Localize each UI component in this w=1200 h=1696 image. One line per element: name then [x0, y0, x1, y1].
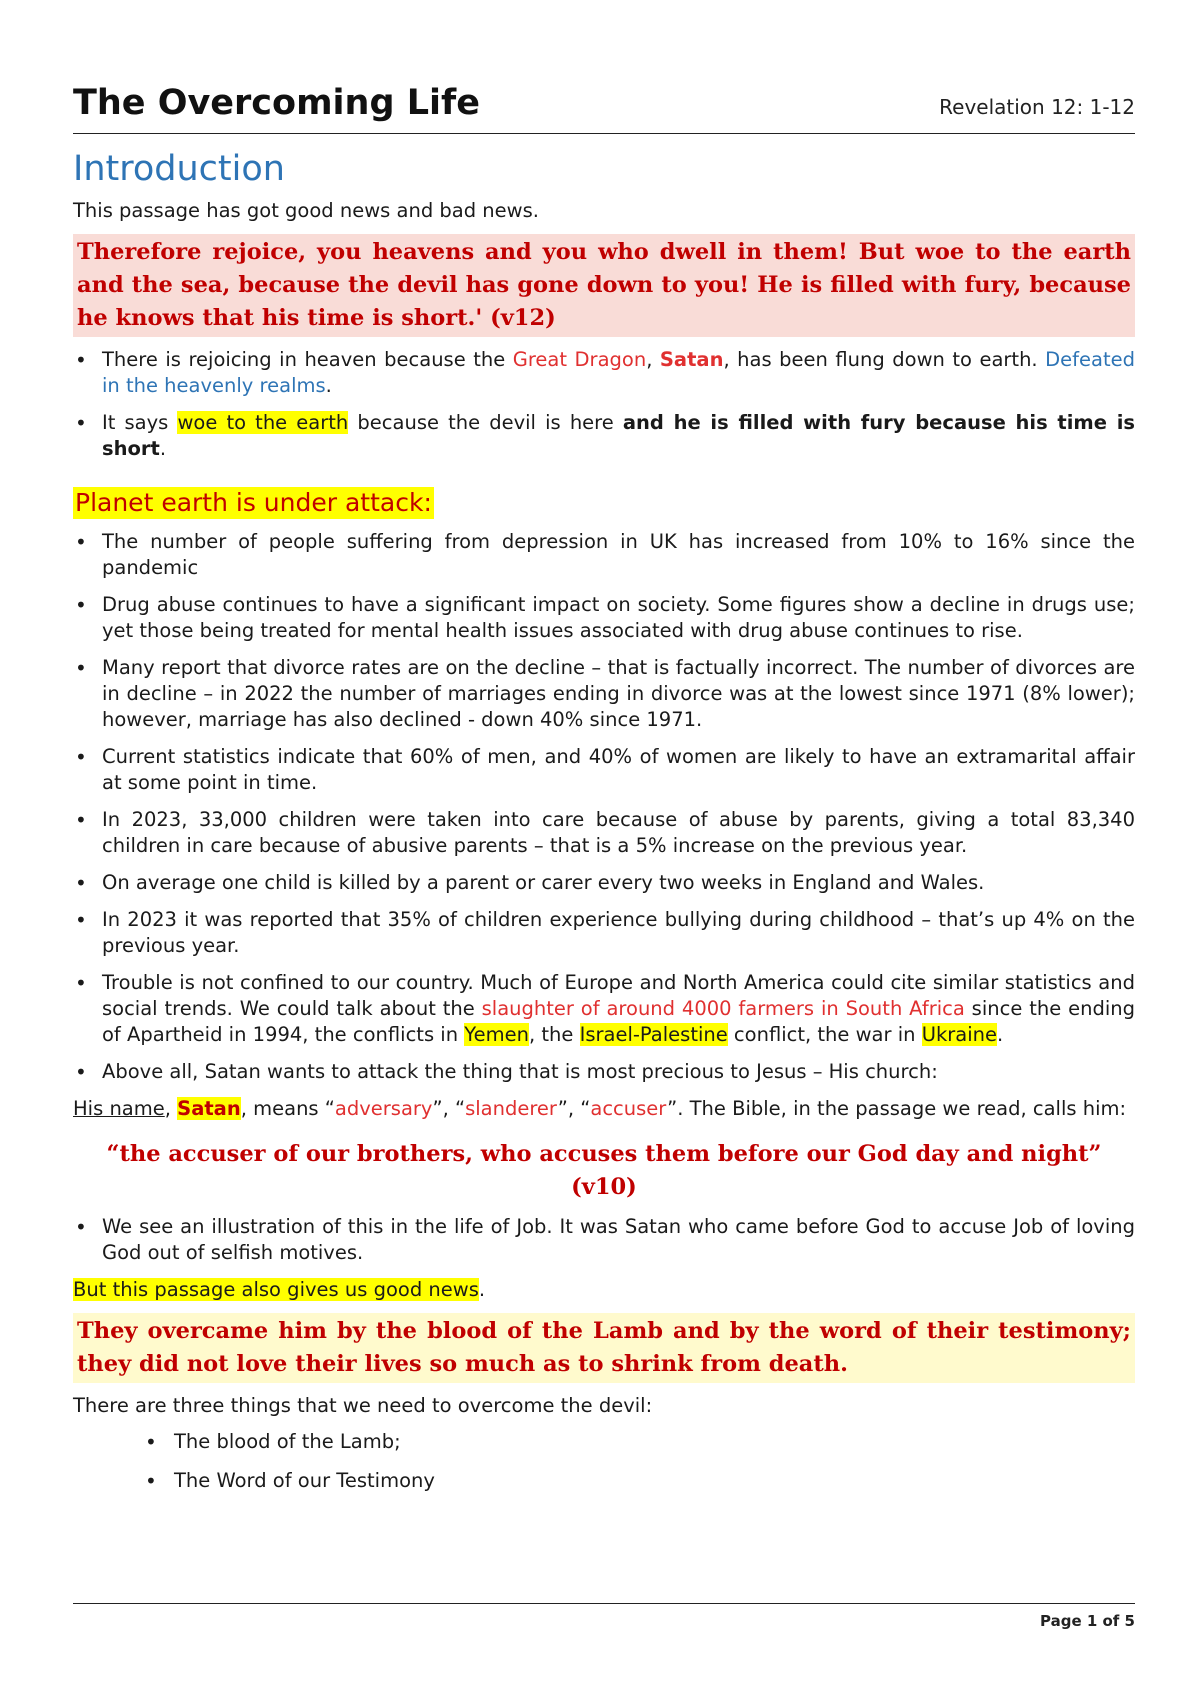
- text: Trouble is not confined to our country. Much of Europe and North America could cite similar statistics and social trends. We could talk about the: [102, 971, 1135, 1020]
- list-item: • Above all, Satan wants to attack the thing that is most precious to Jesus – His church:: [73, 1059, 1135, 1085]
- attack-heading: Planet earth is under attack:: [75, 488, 432, 517]
- text: .: [997, 1023, 1004, 1046]
- list-item: • Current statistics indicate that 60% of men, and 40% of women are likely to have an extramarital affair at some point in time.: [73, 744, 1135, 796]
- text: ,: [164, 1097, 178, 1120]
- overcome-quote: They overcame him by the blood of the Lamb and by the word of their testimony; they did not love their lives so much as to shrink from death.: [73, 1313, 1135, 1383]
- job-bullets: [73, 1214, 1135, 1266]
- woe-highlight: woe to the earth: [177, 411, 349, 434]
- introduction-heading: Introduction: [73, 148, 285, 189]
- great-dragon-text: Great Dragon: [512, 348, 647, 371]
- list-item: • In 2023 it was reported that 35% of children experience bullying during childhood – that’s up 4% on the previous year.: [73, 907, 1135, 959]
- ukraine-highlight: Ukraine: [921, 1023, 998, 1046]
- fury-bold-text: and he is filled with fury because his time is short: [102, 411, 1135, 460]
- text: It says: [102, 411, 178, 434]
- good-news-line: [73, 1277, 1135, 1303]
- list-item: [73, 347, 1135, 399]
- text: .: [325, 374, 332, 397]
- scripture-reference: Revelation 12: 1-12: [939, 94, 1135, 119]
- satan-name-paragraph: [73, 1096, 1135, 1122]
- list-item: • Many report that divorce rates are on the decline – that is factually incorrect. The number of divorces are in decline – in 2022 the number of marriages ending in divorce was at the lowest since 1971 (8% lower); however, marriage has also declined - down 40% since 1971.: [73, 655, 1135, 733]
- page-number: Page 1 of 5: [1040, 1612, 1135, 1630]
- text: ,: [646, 348, 660, 371]
- text: .: [478, 1278, 486, 1301]
- his-name-text: His name: [73, 1097, 165, 1120]
- text: .: [159, 437, 167, 460]
- text: , the: [528, 1023, 580, 1046]
- text: ”. The Bible, in the passage we read, calls him:: [667, 1097, 1127, 1120]
- verse-12-text: Therefore rejoice, you heavens and you who dwell in them! But woe to the earth and the sea, because the devil has gone down to you! He is filled with fury, because he knows that his time is short.' (v12): [77, 239, 1131, 331]
- satan-text: Satan: [659, 348, 724, 371]
- list-item: • The Word of our Testimony: [73, 1468, 1135, 1494]
- satan-highlight: Satan: [177, 1097, 241, 1120]
- page-footer: [73, 1603, 1135, 1630]
- text: since the ending of Apartheid in 1994, the conflicts in: [102, 997, 1135, 1046]
- list-item: • Drug abuse continues to have a significant impact on society. Some figures show a decline in drugs use; yet those being treated for mental health issues associated with drug abuse continues to rise.: [73, 592, 1135, 644]
- good-news-highlight: But this passage also gives us good news: [73, 1278, 479, 1301]
- text: because the devil is here: [348, 411, 623, 434]
- list-item: [73, 970, 1135, 1048]
- list-item: • In 2023, 33,000 children were taken into care because of abuse by parents, giving a total 83,340 children in care because of abusive parents – that is a 5% increase on the previous year.: [73, 807, 1135, 859]
- accuser-quote: “the accuser of our brothers, who accuses them before our God day and night” (v10): [106, 1141, 1102, 1200]
- verse-12-quote: [73, 234, 1135, 337]
- slanderer-text: slanderer: [465, 1097, 558, 1120]
- attack-bullets: [73, 529, 1135, 1085]
- list-item: • We see an illustration of this in the life of Job. It was Satan who came before God to accuse Job of loving God out of selfish motives.: [73, 1214, 1135, 1266]
- list-item: • The number of people suffering from depression in UK has increased from 10% to 16% since the pandemic: [73, 529, 1135, 581]
- text: There is rejoicing in heaven because the: [102, 348, 513, 371]
- farmers-text: slaughter of around 4000 farmers in South Africa: [481, 997, 965, 1020]
- text: , has been flung down to earth.: [723, 348, 1046, 371]
- three-things-lead: There are three things that we need to overcome the devil:: [73, 1394, 653, 1417]
- intro-bullets: [73, 347, 1135, 462]
- list-item: • On average one child is killed by a parent or carer every two weeks in England and Wales.: [73, 870, 1135, 896]
- yemen-highlight: Yemen: [464, 1023, 529, 1046]
- list-item: [73, 410, 1135, 462]
- intro-lead: This passage has got good news and bad news.: [73, 199, 539, 222]
- defeated-text: Defeated in the heavenly realms: [102, 348, 1135, 397]
- accuser-text: accuser: [590, 1097, 668, 1120]
- page-header: [73, 84, 1135, 134]
- israel-palestine-highlight: Israel-Palestine: [579, 1023, 728, 1046]
- adversary-text: adversary: [334, 1097, 433, 1120]
- text: conflict, the war in: [727, 1023, 922, 1046]
- three-things-list: [73, 1429, 1135, 1494]
- text: , means “: [240, 1097, 335, 1120]
- page-content: [73, 84, 1135, 1507]
- text: ”, “: [557, 1097, 591, 1120]
- list-item: • The blood of the Lamb;: [73, 1429, 1135, 1455]
- text: ”, “: [432, 1097, 466, 1120]
- document-title: The Overcoming Life: [73, 83, 480, 123]
